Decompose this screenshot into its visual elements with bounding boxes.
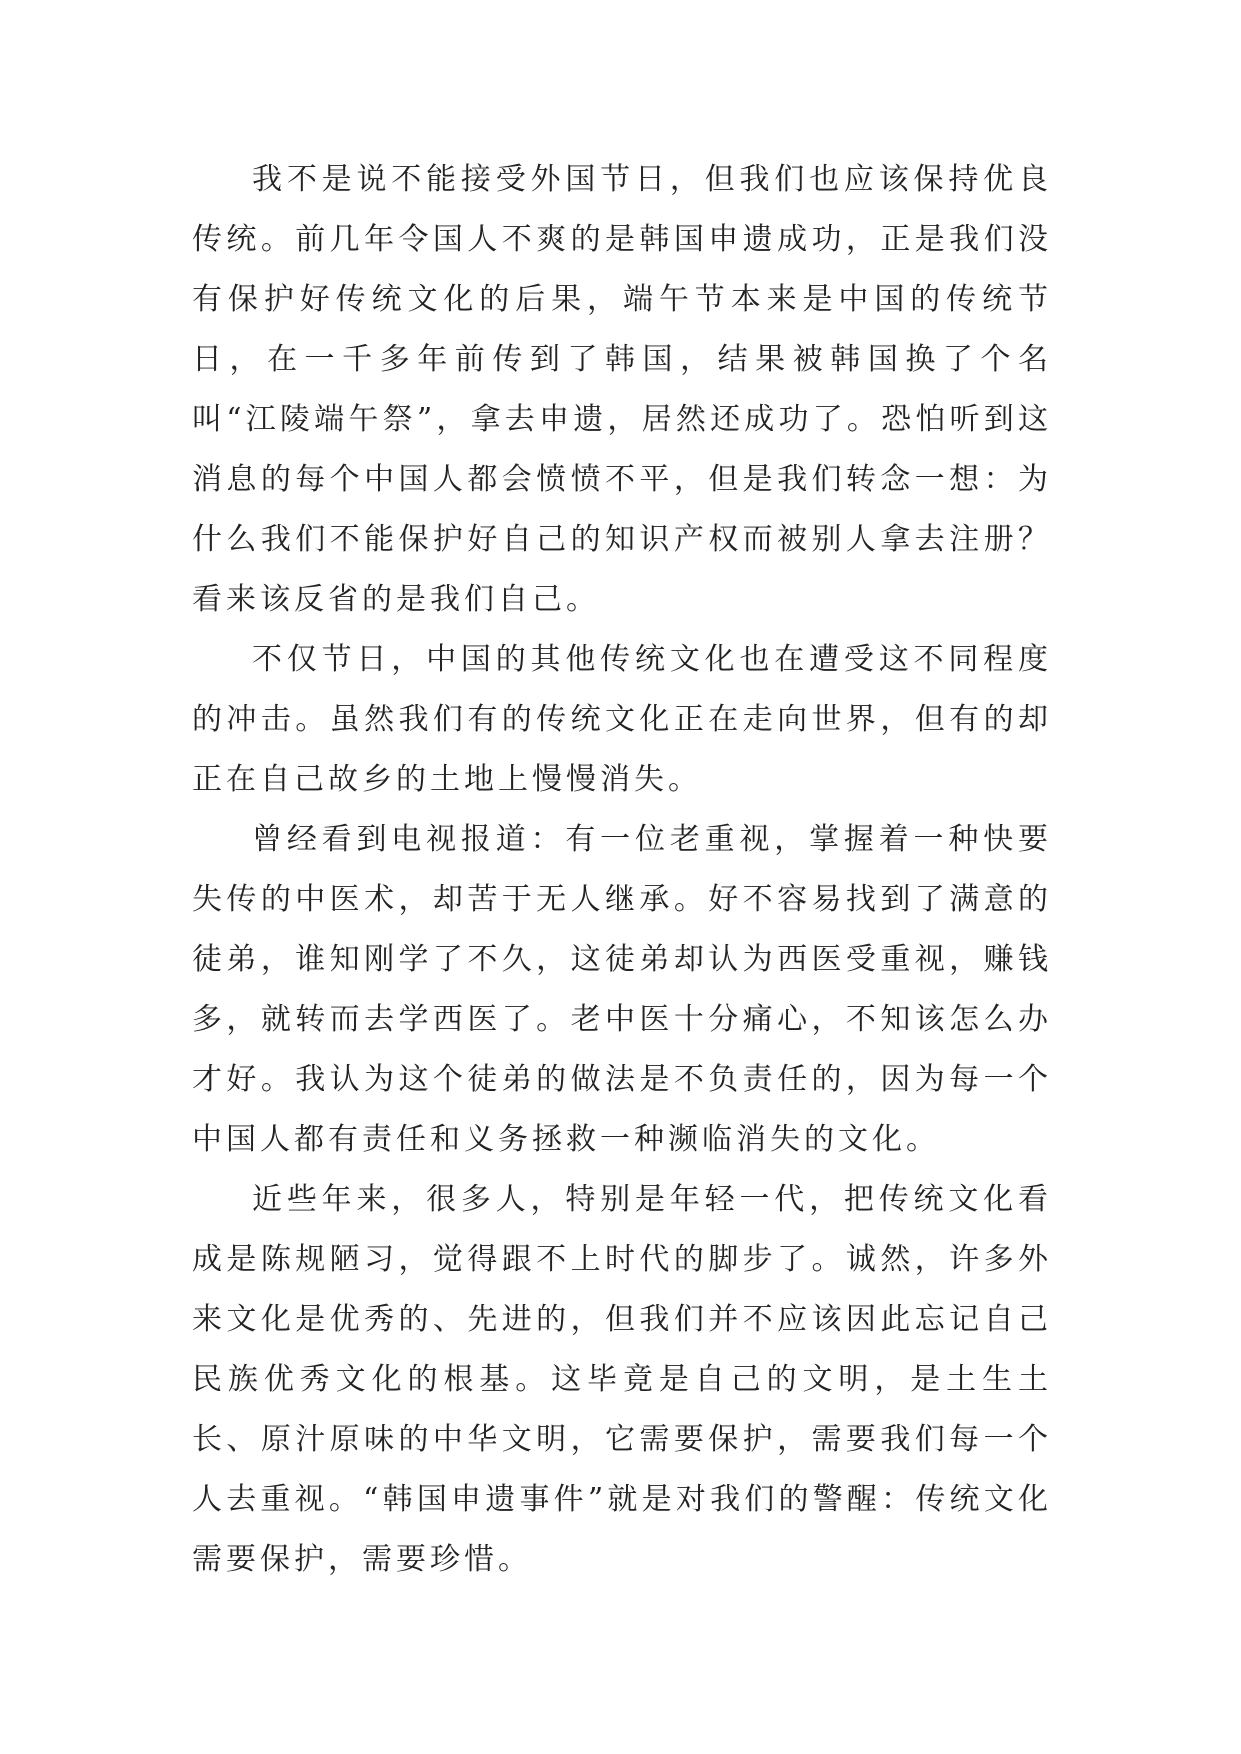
paragraph-2: 不仅节日，中国的其他传统文化也在遭受这不同程度的冲击。虽然我们有的传统文化正在走向世界，但有的却正在自己故乡的土地上慢慢消失。 [192, 642, 1052, 797]
paragraph-3: 曾经看到电视报道：有一位老重视，掌握着一种快要失传的中医术，却苦于无人继承。好不容易找到了满意的徒弟，谁知刚学了不久，这徒弟却认为西医受重视，赚钱多，就转而去学西医了。老中医十分痛心，不知该怎么办才好。我认为这个徒弟的做法是不负责任的，因为每一个中国人都有责任和义务拯救一种濒临消失的文化。 [192, 822, 1052, 1157]
document-page [192, 150, 1052, 1590]
paragraph-4: 近些年来，很多人，特别是年轻一代，把传统文化看成是陈规陋习，觉得跟不上时代的脚步了。诚然，许多外来文化是优秀的、先进的，但我们并不应该因此忘记自己民族优秀文化的根基。这毕竟是自己的文明，是土生土长、原汁原味的中华文明，它需要保护，需要我们每一个人去重视。“韩国申遗事件”就是对我们的警醒：传统文化需要保护，需要珍惜。 [192, 1182, 1052, 1577]
paragraph-1: 我不是说不能接受外国节日，但我们也应该保持优良传统。前几年令国人不爽的是韩国申遗成功，正是我们没有保护好传统文化的后果，端午节本来是中国的传统节日，在一千多年前传到了韩国，结果被韩国换了个名叫“江陵端午祭”，拿去申遗，居然还成功了。恐怕听到这消息的每个中国人都会愤愤不平，但是我们转念一想：为什么我们不能保护好自己的知识产权而被别人拿去注册？看来该反省的是我们自己。 [192, 162, 1052, 617]
